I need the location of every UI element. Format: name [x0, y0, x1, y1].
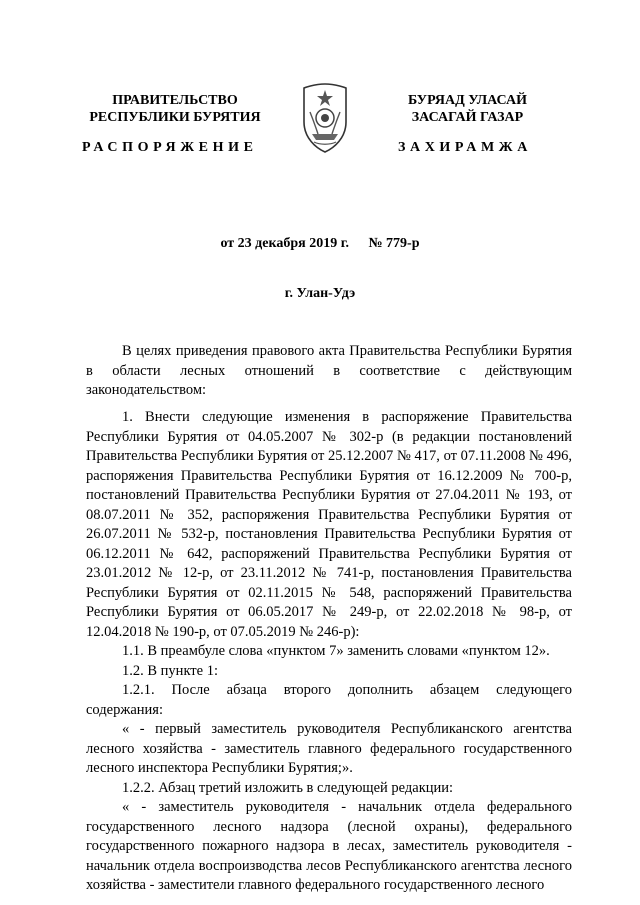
document-date: от 23 декабря 2019 г.	[220, 236, 349, 251]
intro-block	[86, 342, 572, 401]
government-title-bua: БУРЯАД УЛАСАЙ	[408, 93, 527, 108]
intro-paragraph: В целях приведения правового акта Правительства Республики Бурятия в области лесных отношений в соответствие с действующим законодательством:	[86, 343, 572, 398]
quoted-insert-1: « - первый заместитель руководителя Республиканского агентства лесного хозяйства - заместитель главного федерального государственного лесного инспектора Республики Бурятия;».	[86, 721, 572, 776]
government-title-ru: ПРАВИТЕЛЬСТВО	[112, 93, 238, 108]
paragraph-1-2-2: 1.2.2. Абзац третий изложить в следующей редакции:	[122, 779, 454, 796]
quoted-insert-2: « - заместитель руководителя - начальник отдела федерального государственного лесного надзора (лесной охраны), федерального государственного пожарного надзора в лесах, заместитель руководителя - начальник отдела воспроизводства лесов Республиканского агентства лесного хозяйства - заместители главного федерального государственного лесного	[86, 799, 572, 893]
paragraph-1-2-1: 1.2.1. После абзаца второго дополнить абзацем следующего содержания:	[86, 682, 572, 718]
decree-type-bua: ЗАХИРАМЖА	[398, 140, 532, 155]
document-number: № 779-р	[368, 236, 420, 251]
paragraph-1-1: 1.1. В преамбуле слова «пунктом 7» заменить словами «пунктом 12».	[122, 643, 550, 659]
header-right	[365, 92, 570, 126]
republic-title-bua: ЗАСАГАЙ ГАЗАР	[411, 110, 524, 125]
republic-title-ru: РЕСПУБЛИКИ БУРЯТИЯ	[89, 110, 261, 125]
decree-type-ru: РАСПОРЯЖЕНИЕ	[82, 140, 258, 155]
main-text	[86, 408, 572, 896]
coat-of-arms-icon	[296, 82, 354, 154]
header-left	[70, 92, 280, 126]
document-city: г. Улан-Удэ	[284, 286, 356, 301]
document-date-line	[0, 236, 640, 252]
paragraph-1-2: 1.2. В пункте 1:	[122, 662, 218, 679]
paragraph-1: 1. Внести следующие изменения в распоряжение Правительства Республики Бурятия от 04.05.2007 № 302-р (в редакции постановлений Правительства Республики Бурятия от 25.12.2007 № 417, от 07.11.2008 № 496, распоряжения Правительства Республики Бурятия от 16.12.2009 № 700-р, постановлений Правительства Республики Бурятия от 27.04.2011 № 193, от 08.07.2011 № 352, распоряжения Правительства Республики Бурятия от 26.07.2011 № 532-р, постановления Правительства Республики Бурятия от 06.12.2011 № 642, распоряжений Правительства Республики Бурятия от 23.01.2012 № 12-р, от 23.11.2012 № 741-р, постановления Правительства Республики Бурятия от 02.11.2015 № 548, распоряжений Правительства Республики Бурятия от 06.05.2017 № 249-р, от 22.02.2018 № 98-р, от 12.04.2018 № 190-р, от 07.05.2019 № 246-р):	[86, 409, 572, 640]
